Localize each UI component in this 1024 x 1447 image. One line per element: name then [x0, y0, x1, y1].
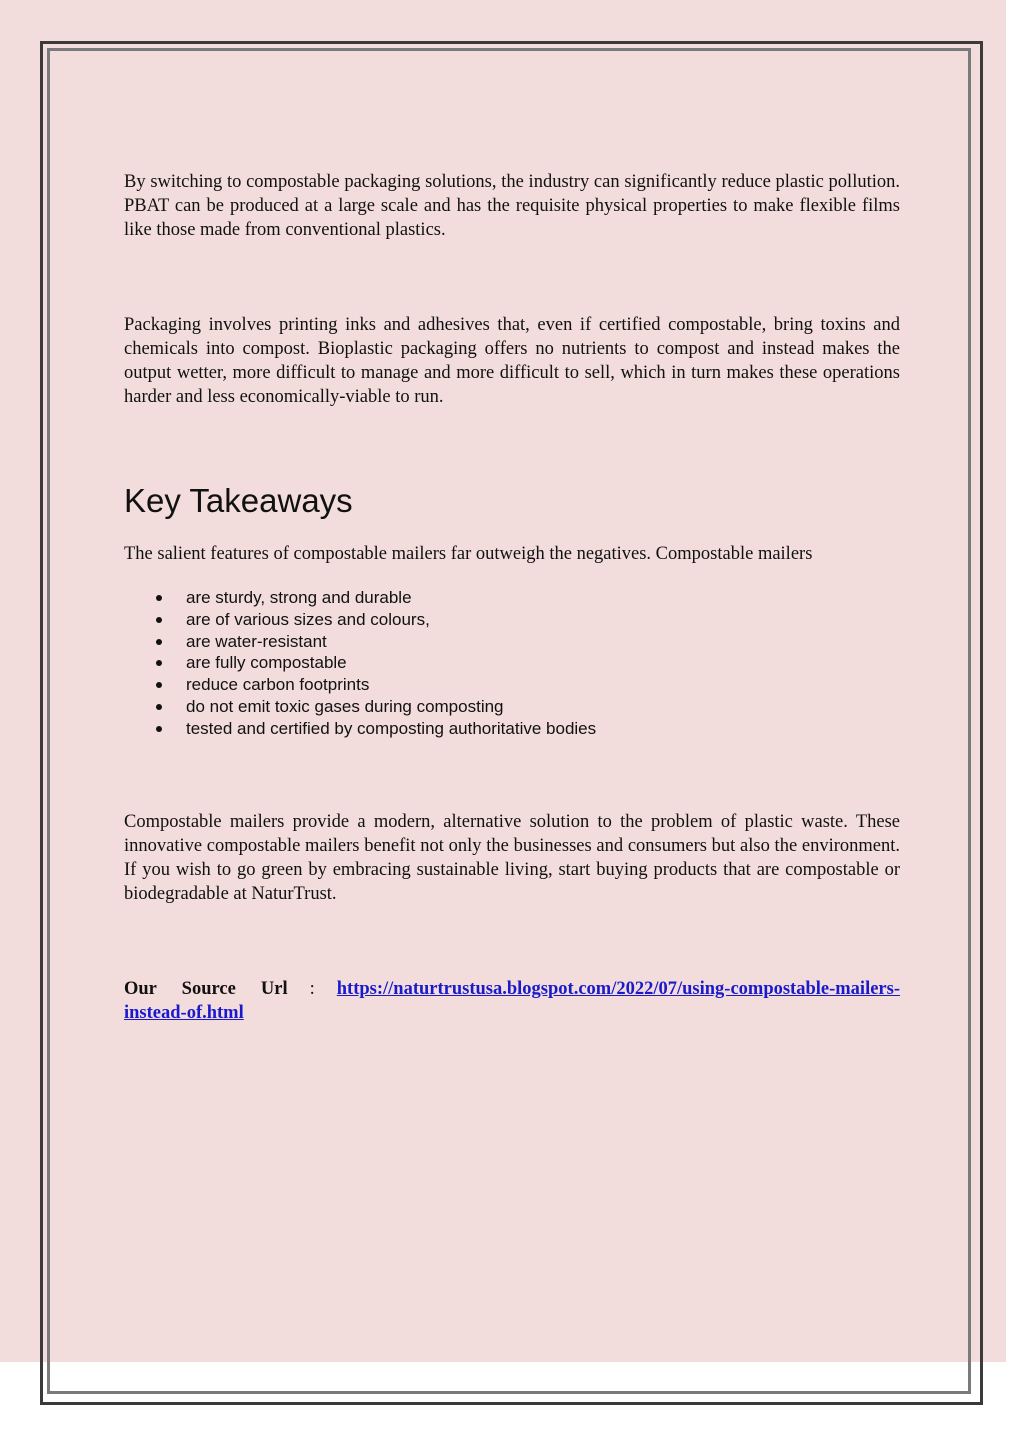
bullet-icon — [156, 726, 162, 732]
list-item — [124, 696, 900, 718]
paragraph-conclusion: Compostable mailers provide a modern, alternative solution to the problem of plastic waste. These innovative compostable mailers benefit not only the businesses and consumers but also the environment. If you wish to go green by embracing sustainable living, start buying products that are compostable or biodegradable at NaturTrust. — [124, 812, 900, 904]
document-body — [124, 171, 900, 1045]
source-url-link[interactable]: https://naturtrustusa.blogspot.com/2022/07/using-compostable-mailers-instead-of.html — [124, 979, 900, 1024]
takeaways-list — [124, 587, 900, 739]
list-item-text: do not emit toxic gases during composting — [186, 696, 504, 716]
list-item-text: are fully compostable — [186, 653, 347, 673]
source-label: Our Source Url — [124, 979, 288, 1000]
bullet-icon — [156, 660, 162, 666]
list-item — [124, 587, 900, 609]
list-item-text: are sturdy, strong and durable — [186, 588, 412, 608]
source-line — [124, 978, 900, 1026]
bullet-icon — [156, 639, 162, 645]
list-item — [124, 718, 900, 740]
bullet-icon — [156, 617, 162, 623]
bullet-icon — [156, 682, 162, 688]
list-item — [124, 674, 900, 696]
key-takeaways-heading: Key Takeaways — [124, 481, 353, 519]
bullet-icon — [156, 595, 162, 601]
takeaways-intro: The salient features of compostable mailers far outweigh the negatives. Compostable mailers — [124, 543, 813, 564]
list-item-text: reduce carbon footprints — [186, 675, 370, 695]
list-item — [124, 652, 900, 674]
list-item-text: are water-resistant — [186, 631, 327, 651]
list-item-text: tested and certified by composting authoritative bodies — [186, 718, 597, 738]
paragraph-pbat: By switching to compostable packaging solutions, the industry can significantly reduce plastic pollution. PBAT can be produced at a large scale and has the requisite physical properties to make flexible films like those made from conventional plastics. — [124, 172, 900, 240]
source-separator: : — [309, 979, 315, 1000]
paragraph-packaging-inks: Packaging involves printing inks and adhesives that, even if certified compostable, bring toxins and chemicals into compost. Bioplastic packaging offers no nutrients to compost and instead makes the output wetter, more difficult to manage and more difficult to sell, which in turn makes these operations harder and less economically-viable to run. — [124, 315, 900, 407]
list-item — [124, 631, 900, 653]
bullet-icon — [156, 704, 162, 710]
list-item — [124, 609, 900, 631]
list-item-text: are of various sizes and colours, — [186, 610, 430, 630]
